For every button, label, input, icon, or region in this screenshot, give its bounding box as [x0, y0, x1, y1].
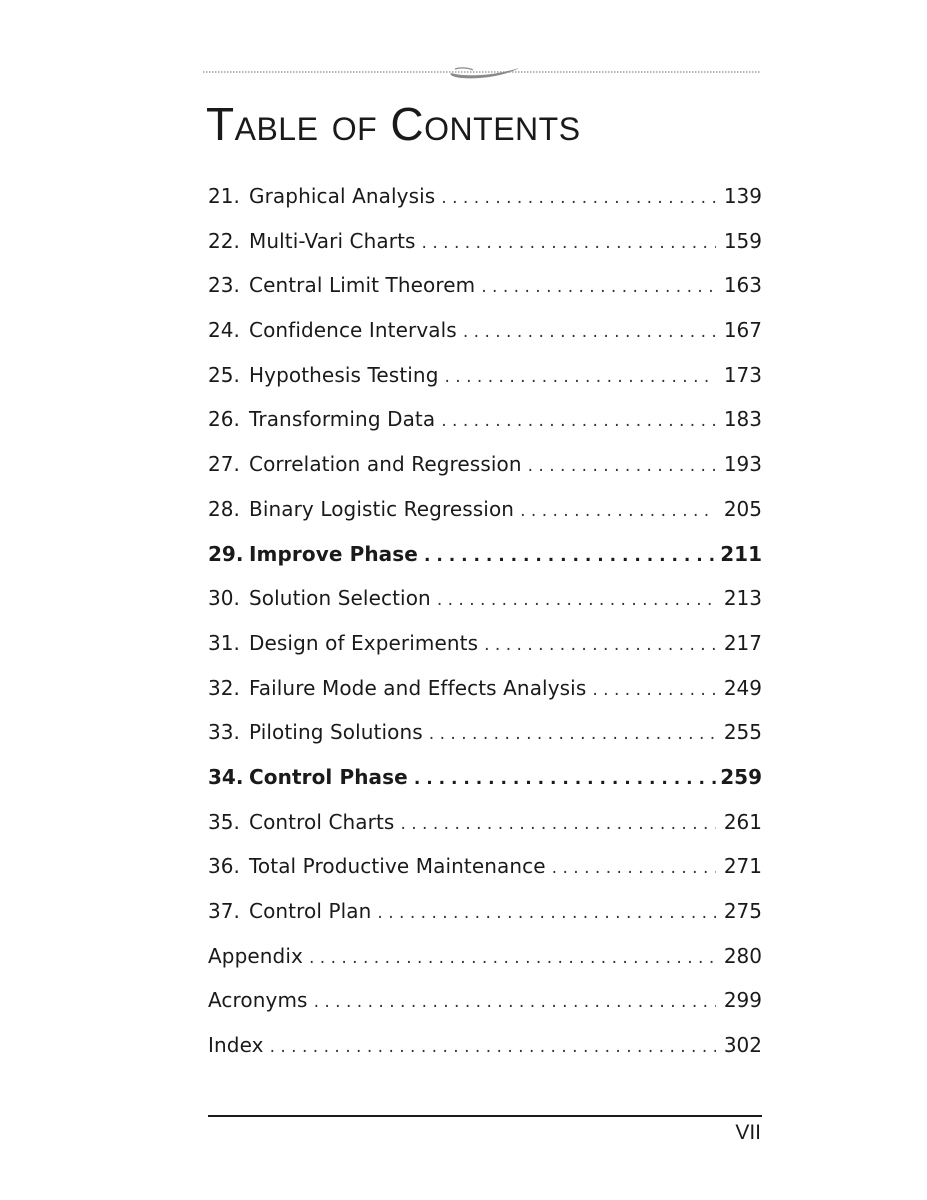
dot-leader — [437, 578, 716, 623]
toc-entry-page: 159 — [723, 228, 762, 253]
toc-entry[interactable] — [208, 1023, 762, 1068]
toc-list — [208, 174, 762, 1068]
toc-entry[interactable] — [208, 889, 762, 934]
toc-entry[interactable] — [208, 934, 762, 979]
toc-entry-page: 299 — [723, 988, 762, 1013]
toc-entry-page: 261 — [723, 809, 762, 834]
toc-entry-page: 183 — [723, 407, 762, 432]
toc-entry-number: 33. — [208, 720, 240, 745]
toc-entry-page: 280 — [723, 943, 762, 968]
toc-entry-number: 32. — [208, 675, 240, 700]
toc-entry-number: 21. — [208, 184, 240, 208]
toc-entry-page: 205 — [723, 496, 762, 521]
dot-leader — [520, 489, 716, 534]
toc-entry[interactable] — [208, 978, 762, 1023]
toc-entry-label: Central Limit Theorem — [249, 273, 476, 298]
toc-entry-label: Confidence Intervals — [249, 318, 457, 343]
toc-entry-page: 217 — [723, 630, 762, 655]
toc-entry-page: 213 — [723, 586, 762, 611]
toc-entry-number: 28. — [208, 496, 240, 521]
toc-entry-page: 271 — [723, 854, 762, 879]
toc-entry[interactable] — [208, 666, 762, 711]
toc-entry-number: 23. — [208, 273, 240, 298]
toc-entry[interactable] — [208, 442, 762, 487]
toc-entry-label: Total Productive Maintenance — [249, 854, 546, 879]
toc-entry-page: 139 — [723, 184, 762, 208]
toc-entry-label: Piloting Solutions — [249, 720, 423, 745]
toc-entry-number: 34. — [208, 764, 244, 789]
toc-entry-label: Control Plan — [249, 899, 372, 923]
toc-entry[interactable] — [208, 576, 762, 621]
toc-entry-number: 25. — [208, 362, 240, 387]
toc-entry-number: 35. — [208, 809, 240, 834]
toc-entry[interactable] — [208, 755, 762, 800]
dot-leader — [270, 1025, 716, 1070]
toc-entry[interactable] — [208, 800, 762, 845]
toc-entry-number: 36. — [208, 854, 240, 879]
toc-entry-number: 26. — [208, 407, 240, 432]
toc-entry-page: 249 — [723, 675, 762, 700]
toc-entry-number: 29. — [208, 541, 244, 566]
toc-entry-number: 37. — [208, 899, 240, 923]
dot-leader — [400, 802, 715, 847]
toc-entry-number: 22. — [208, 228, 240, 253]
page-number: VII — [735, 1121, 761, 1144]
toc-entry-page: 167 — [723, 318, 762, 343]
dot-leader — [314, 980, 716, 1025]
toc-entry-label: Control Phase — [249, 764, 408, 789]
toc-entry-number: 27. — [208, 452, 240, 477]
dot-leader — [463, 310, 716, 355]
dot-leader — [528, 444, 716, 489]
dot-leader — [484, 623, 716, 668]
toc-entry-label: Control Charts — [249, 809, 395, 834]
toc-entry-label: Transforming Data — [249, 407, 436, 432]
dot-leader — [414, 757, 718, 802]
dot-leader — [481, 265, 716, 310]
toc-entry-label: Binary Logistic Regression — [249, 496, 515, 521]
toc-entry[interactable] — [208, 487, 762, 532]
toc-entry-page: 211 — [720, 541, 762, 566]
toc-entry[interactable] — [208, 263, 762, 308]
toc-entry-page: 259 — [720, 764, 762, 789]
dot-leader — [445, 355, 716, 400]
toc-entry[interactable] — [208, 844, 762, 889]
toc-entry-label: Graphical Analysis — [249, 184, 436, 208]
toc-entry-label: Hypothesis Testing — [249, 362, 439, 387]
toc-entry-number: 31. — [208, 630, 240, 655]
toc-entry-page: 255 — [723, 720, 762, 745]
toc-entry-label: Solution Selection — [249, 586, 431, 611]
toc-entry-label: Failure Mode and Effects Analysis — [249, 675, 587, 700]
toc-entry-number: 24. — [208, 318, 240, 343]
toc-entry-number: 30. — [208, 586, 240, 611]
dot-leader — [592, 668, 715, 713]
dot-leader — [429, 712, 716, 757]
toc-entry-page: 173 — [723, 362, 762, 387]
toc-entry[interactable] — [208, 174, 762, 219]
flourish-divider-icon — [203, 60, 761, 84]
toc-entry-label: Acronyms — [208, 988, 308, 1013]
toc-entry-page: 302 — [723, 1033, 762, 1058]
dot-leader — [309, 936, 716, 981]
toc-entry-label: Index — [208, 1033, 264, 1058]
dot-leader — [552, 846, 716, 891]
toc-entry[interactable] — [208, 532, 762, 577]
toc-entry-label: Improve Phase — [249, 541, 418, 566]
toc-entry[interactable] — [208, 308, 762, 353]
toc-entry[interactable] — [208, 397, 762, 442]
toc-entry[interactable] — [208, 219, 762, 264]
toc-entry-label: Multi-Vari Charts — [249, 228, 416, 253]
footer-rule — [208, 1115, 762, 1117]
page-title: Table of Contents — [206, 98, 581, 150]
dot-leader — [377, 891, 715, 936]
toc-entry-page: 163 — [723, 273, 762, 298]
toc-entry-page: 193 — [723, 452, 762, 477]
toc-entry-page: 275 — [723, 899, 762, 923]
toc-entry[interactable] — [208, 710, 762, 755]
dot-leader — [422, 221, 716, 266]
dot-leader — [424, 534, 718, 579]
toc-entry[interactable] — [208, 353, 762, 398]
dot-leader — [441, 176, 716, 221]
toc-entry-label: Appendix — [208, 943, 303, 968]
toc-entry-label: Correlation and Regression — [249, 452, 522, 477]
toc-entry[interactable] — [208, 621, 762, 666]
toc-entry-label: Design of Experiments — [249, 630, 479, 655]
dot-leader — [441, 399, 716, 444]
